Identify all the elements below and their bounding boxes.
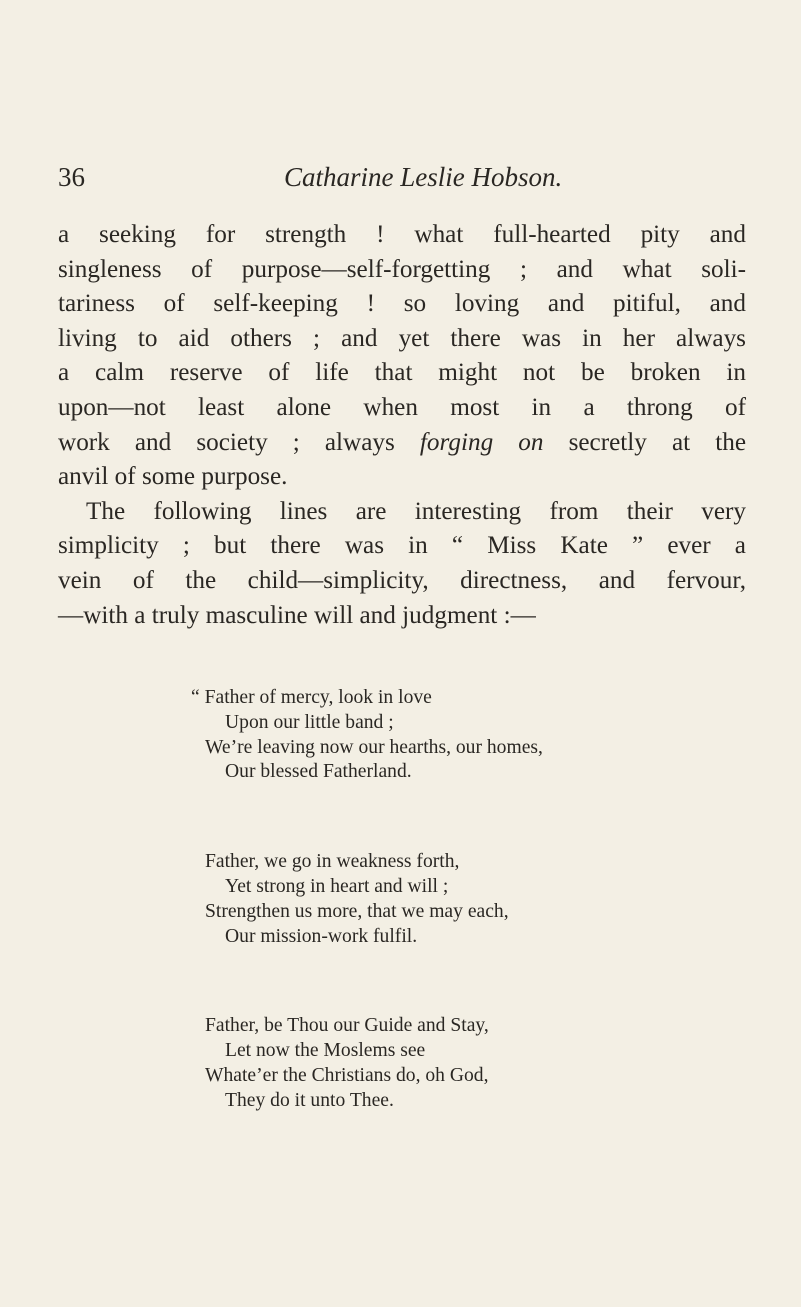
verse-line: Our blessed Fatherland.: [225, 761, 412, 783]
prose-line-tail: secretly at the: [568, 428, 747, 456]
verse-line: Our mission-work fulfil.: [225, 925, 418, 947]
prose-line: simplicity ; but there was in “ Miss Kate ” ever a: [58, 532, 746, 560]
poem: [191, 686, 625, 1179]
prose-line: a calm reserve of life that might not be broken in: [58, 359, 746, 387]
prose-line: living to aid others ; and yet there was in her always: [58, 324, 746, 352]
verse-line: Father, we go in weakness forth,: [205, 851, 460, 873]
poem-stanza: [205, 1014, 625, 1113]
prose-line: vein of the child—simplicity, directness, and fervour,: [58, 566, 746, 594]
prose-line: a seeking for strength ! what full-hearted pity and: [58, 221, 746, 248]
verse-line: Yet strong in heart and will ;: [225, 875, 449, 897]
poem-stanza: [191, 686, 625, 785]
page-header: [58, 162, 748, 202]
verse-line: Whate’er the Christians do, oh God,: [205, 1064, 489, 1086]
verse-line: Father, be Thou our Guide and Stay,: [205, 1015, 489, 1037]
verse-line: Strengthen us more, that we may each,: [205, 900, 509, 922]
prose-line: The following lines are interesting from their very: [86, 497, 746, 525]
prose-line: upon—not least alone when most in a throng of: [58, 393, 746, 421]
verse-line: We’re leaving now our hearths, our homes,: [205, 736, 543, 758]
running-title: Catharine Leslie Hobson.: [284, 162, 563, 192]
page-number: 36: [58, 162, 85, 192]
prose-line: —with a truly masculine will and judgment :—: [58, 601, 536, 629]
poem-stanza: [205, 850, 625, 949]
prose-line: anvil of some purpose.: [58, 463, 288, 491]
prose-line: [58, 426, 746, 461]
prose-line-head: work and society ; always: [58, 428, 395, 456]
italic-emphasis: forging on: [419, 428, 544, 456]
verse-line: Let now the Moslems see: [225, 1040, 426, 1062]
prose-line: tariness of self-keeping ! so loving and pitiful, and: [58, 290, 746, 318]
verse-line: They do it unto Thee.: [225, 1089, 394, 1111]
verse-line: Upon our little band ;: [225, 711, 394, 733]
prose-paragraphs: [58, 218, 746, 633]
verse-line: “ Father of mercy, look in love: [191, 687, 432, 708]
prose-line: singleness of purpose—self-forgetting ; and what soli-: [58, 255, 746, 283]
